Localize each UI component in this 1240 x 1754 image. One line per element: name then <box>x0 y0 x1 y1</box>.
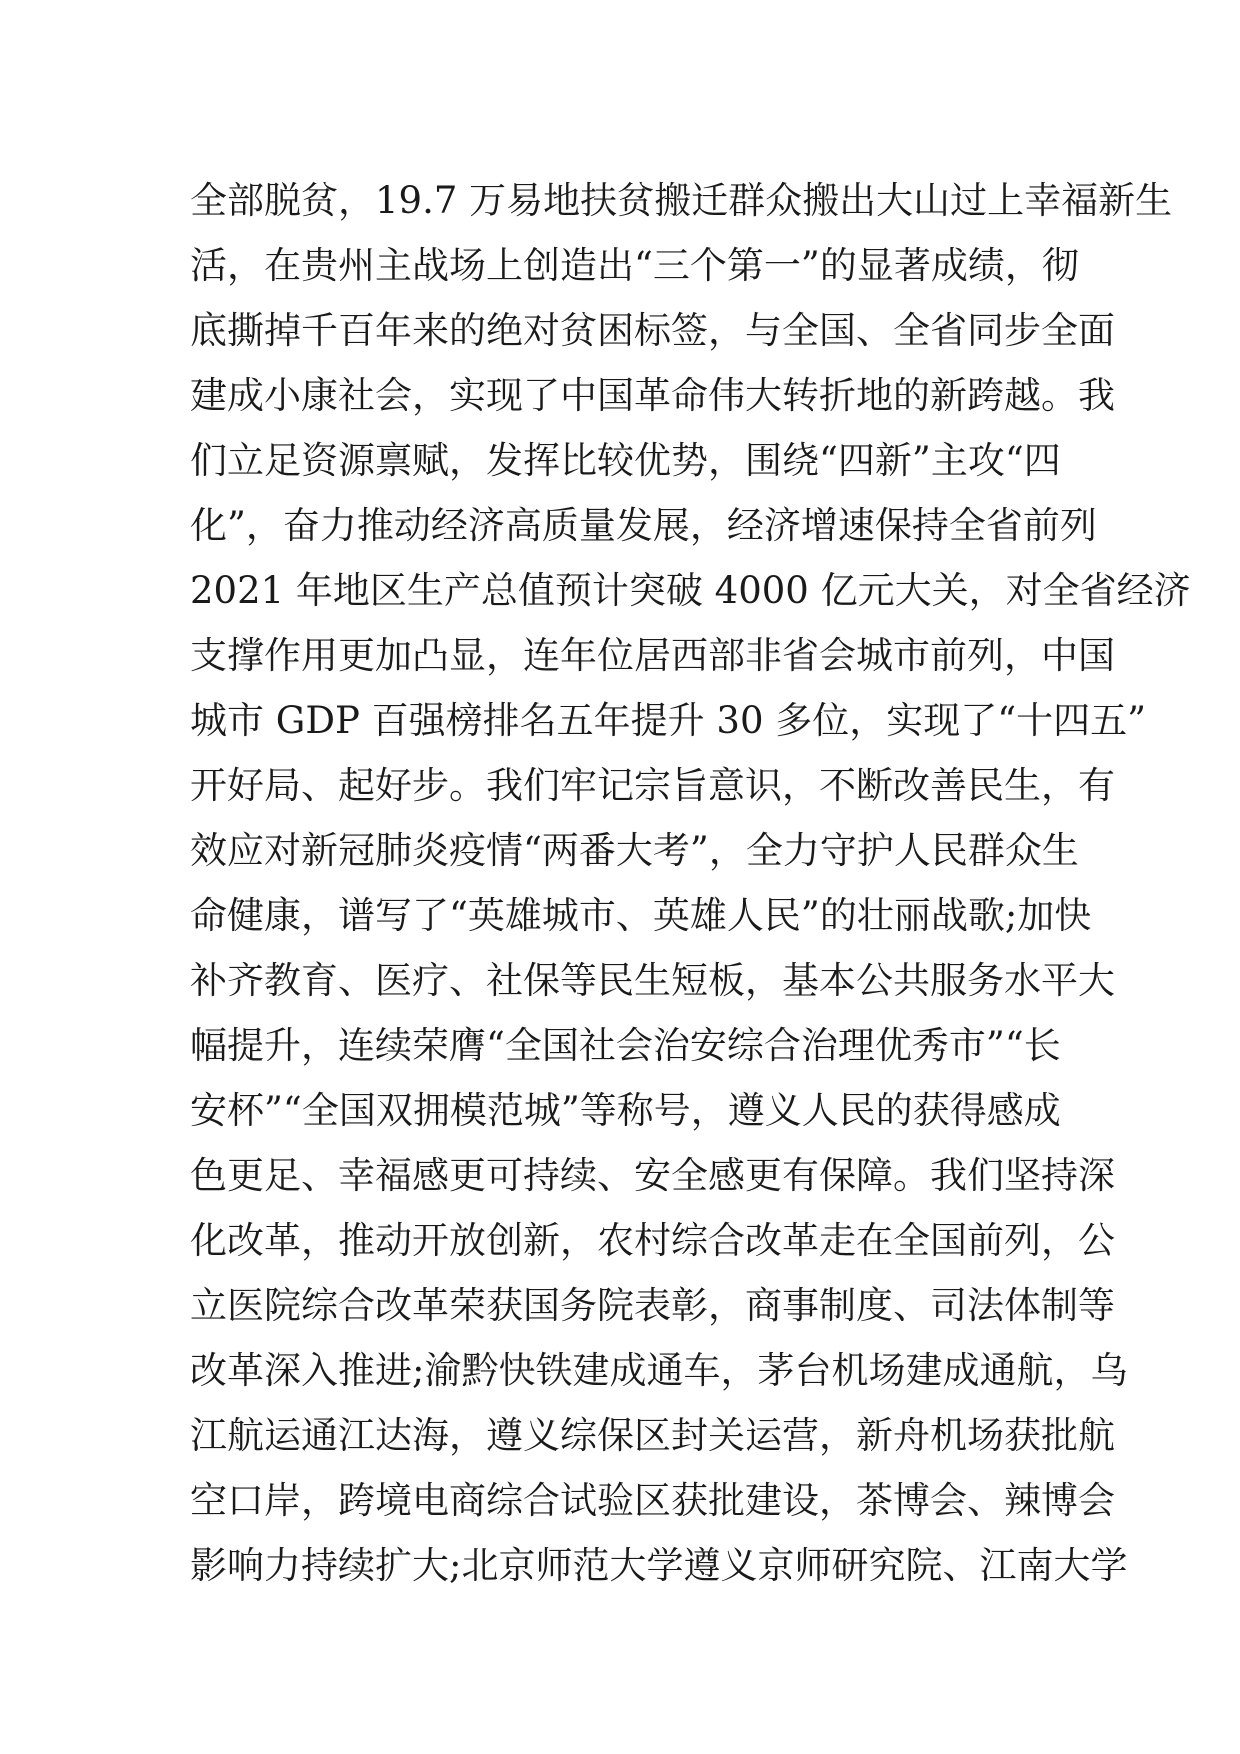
text-line: 2021 年地区生产总值预计突破 4000 亿元大关，对全省经济 <box>190 569 1191 612</box>
text-line: 效应对新冠肺炎疫情“两番大考”，全力守护人民群众生 <box>190 829 1079 872</box>
text-line: 底撕掉千百年来的绝对贫困标签，与全国、全省同步全面 <box>190 309 1115 352</box>
text-line: 江航运通江达海，遵义综保区封关运营，新舟机场获批航 <box>190 1414 1115 1457</box>
text-line: 支撑作用更加凸显，连年位居西部非省会城市前列，中国 <box>190 634 1115 677</box>
text-line: 们立足资源禀赋，发挥比较优势，围绕“四新”主攻“四 <box>190 439 1061 482</box>
text-line: 全部脱贫，19.7 万易地扶贫搬迁群众搬出大山过上幸福新生 <box>190 179 1173 222</box>
text-line: 安杯”“全国双拥模范城”等称号，遵义人民的获得感成 <box>190 1089 1061 1132</box>
text-line: 开好局、起好步。我们牢记宗旨意识，不断改善民生，有 <box>190 764 1115 807</box>
text-line: 补齐教育、医疗、社保等民生短板，基本公共服务水平大 <box>190 959 1115 1002</box>
text-line: 空口岸，跨境电商综合试验区获批建设，茶博会、辣博会 <box>190 1479 1115 1522</box>
text-line: 化改革，推动开放创新，农村综合改革走在全国前列，公 <box>190 1219 1115 1262</box>
text-line: 活，在贵州主战场上创造出“三个第一”的显著成绩，彻 <box>190 244 1079 287</box>
text-line: 影响力持续扩大;北京师范大学遵义京师研究院、江南大学 <box>190 1544 1128 1587</box>
text-line: 色更足、幸福感更可持续、安全感更有保障。我们坚持深 <box>190 1154 1115 1197</box>
body-paragraph <box>190 168 1191 1598</box>
text-line: 立医院综合改革荣获国务院表彰，商事制度、司法体制等 <box>190 1284 1115 1327</box>
text-line: 化”，奋力推动经济高质量发展，经济增速保持全省前列 <box>190 504 1097 547</box>
text-line: 改革深入推进;渝黔快铁建成通车，茅台机场建成通航，乌 <box>190 1349 1128 1392</box>
text-line: 城市 GDP 百强榜排名五年提升 30 多位，实现了“十四五” <box>190 699 1147 742</box>
text-line: 建成小康社会，实现了中国革命伟大转折地的新跨越。我 <box>190 374 1115 417</box>
text-line: 幅提升，连续荣膺“全国社会治安综合治理优秀市”“长 <box>190 1024 1061 1067</box>
text-line: 命健康，谱写了“英雄城市、英雄人民”的壮丽战歌;加快 <box>190 894 1092 937</box>
